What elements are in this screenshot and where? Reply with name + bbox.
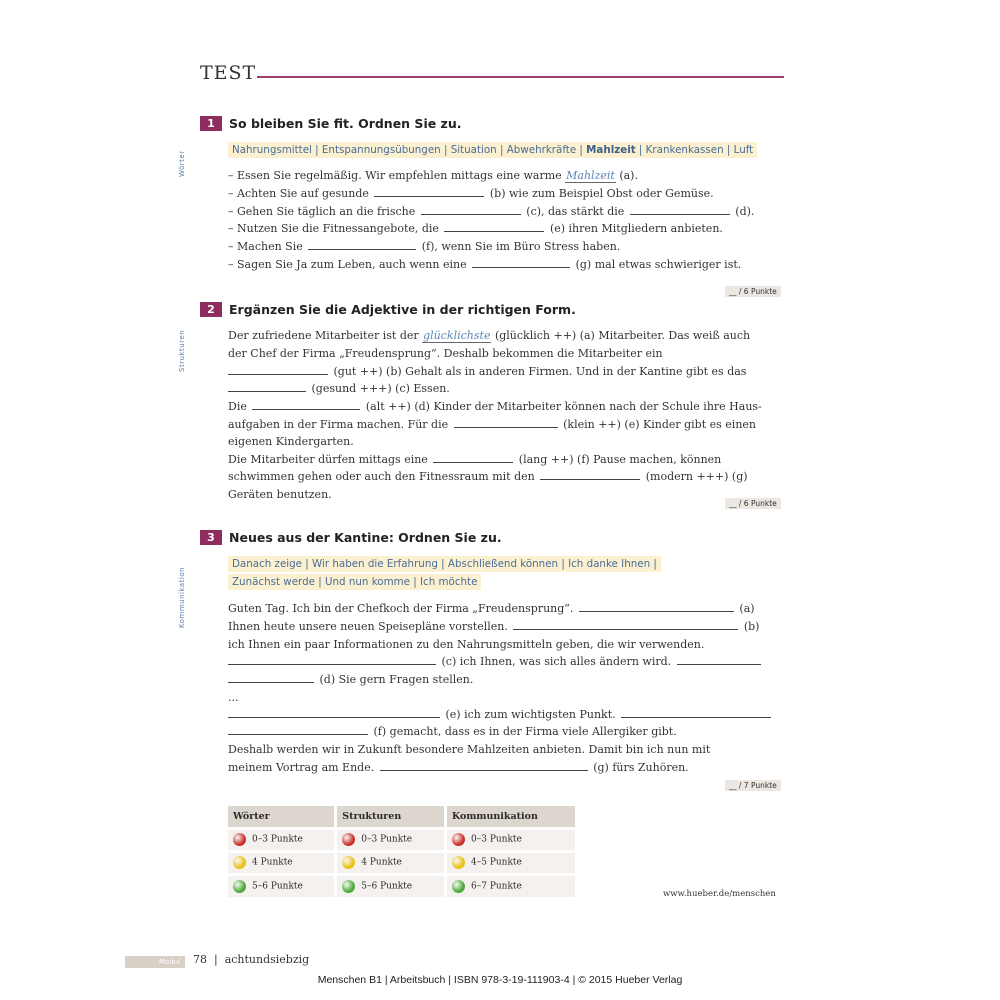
phrase-option: Danach zeige xyxy=(232,558,303,570)
points-badge: __ / 6 Punkte xyxy=(725,286,781,297)
line-text: (b) wie zum Beispiel Obst oder Gemüse. xyxy=(486,187,714,200)
exercise-2-line-8 xyxy=(228,451,721,469)
exercise-number: 1 xyxy=(200,116,222,131)
line-text: – Sagen Sie Ja zum Leben, auch wenn eine xyxy=(228,258,471,271)
answer-blank-g[interactable] xyxy=(540,469,640,480)
exercise-2-line-10: Geräten benutzen. xyxy=(228,488,332,501)
filled-answer: glücklichste xyxy=(423,329,491,342)
line-text: meinem Vortrag am Ende. xyxy=(228,761,378,774)
side-label-woerter: Wörter xyxy=(178,150,186,177)
answer-blank-b[interactable] xyxy=(513,619,738,630)
phrase-option: Zunächst werde xyxy=(232,576,315,588)
line-text: Die Mitarbeiter dürfen mittags eine xyxy=(228,453,432,466)
exercise-title: So bleiben Sie fit. Ordnen Sie zu. xyxy=(229,115,462,131)
traffic-light-icon xyxy=(233,880,246,893)
line-text: – Essen Sie regelmäßig. Wir empfehlen mittags eine warme xyxy=(228,169,566,182)
answer-blank-f-start[interactable] xyxy=(621,707,771,718)
exercise-2-line-2: der Chef der Firma „Freudensprung“. Deshalb bekommen die Mitarbeiter ein xyxy=(228,347,663,360)
exercise-2-line-6 xyxy=(228,416,756,434)
module-tab: Modul 1 xyxy=(125,956,185,968)
exercise-1-line-e xyxy=(228,220,723,238)
self-assessment-table xyxy=(228,806,578,897)
line-text: Ihnen heute unsere neuen Speisepläne vorstellen. xyxy=(228,620,512,633)
line-text: – Machen Sie xyxy=(228,240,307,253)
answer-blank-e[interactable] xyxy=(454,417,558,428)
line-text: (glücklich ++) (a) Mitarbeiter. Das weiß auch xyxy=(491,329,751,342)
score-range: 0–3 Punkte xyxy=(471,834,522,845)
table-cell xyxy=(336,828,446,851)
table-cell xyxy=(228,874,336,897)
line-text: (b) xyxy=(740,620,760,633)
phrase-option: Wir haben die Erfahrung xyxy=(312,558,438,570)
traffic-light-icon xyxy=(342,856,355,869)
page-number xyxy=(193,953,309,966)
line-text: (modern +++) (g) xyxy=(642,470,748,483)
column-header: Kommunikation xyxy=(446,806,577,828)
line-text: (e) ihren Mitgliedern anbieten. xyxy=(546,222,723,235)
traffic-light-icon xyxy=(342,880,355,893)
traffic-light-icon xyxy=(342,833,355,846)
line-text: (c), das stärkt die xyxy=(522,205,628,218)
exercise-2-line-9 xyxy=(228,468,748,486)
page-number-word: achtundsiebzig xyxy=(224,953,310,966)
score-range: 0–3 Punkte xyxy=(252,834,303,845)
exercise-1-line-b xyxy=(228,185,714,203)
answer-blank-c[interactable] xyxy=(228,381,306,392)
phrase-option: Ich danke Ihnen xyxy=(568,558,651,570)
exercise-1-line-g xyxy=(228,256,741,274)
exercise-3-heading xyxy=(200,527,502,547)
phrase-option: Abschließend können xyxy=(447,558,559,570)
column-header: Wörter xyxy=(228,806,336,828)
phrase-box-row-2: Zunächst werde | Und nun komme | Ich möchte xyxy=(228,574,481,590)
exercise-number: 2 xyxy=(200,302,222,317)
line-text: (lang ++) (f) Pause machen, können xyxy=(515,453,722,466)
traffic-light-icon xyxy=(452,880,465,893)
answer-blank-c[interactable] xyxy=(421,204,521,215)
exercise-2-heading xyxy=(200,299,576,319)
line-text: (alt ++) (d) Kinder der Mitarbeiter können nach der Schule ihre Haus- xyxy=(362,400,762,413)
table-cell xyxy=(228,851,336,874)
exercise-title: Neues aus der Kantine: Ordnen Sie zu. xyxy=(229,529,502,545)
table-row xyxy=(228,874,577,897)
line-text: (gesund +++) (c) Essen. xyxy=(308,382,450,395)
answer-blank-d[interactable] xyxy=(252,399,360,410)
exercise-3-line-2 xyxy=(228,618,759,636)
phrase-option: Und nun komme xyxy=(324,576,410,588)
answer-blank-e[interactable] xyxy=(444,221,544,232)
line-text: (g) fürs Zuhören. xyxy=(589,761,689,774)
table-row xyxy=(228,828,577,851)
table-row xyxy=(228,851,577,874)
traffic-light-icon xyxy=(233,833,246,846)
copyright-line: Menschen B1 | Arbeitsbuch | ISBN 978-3-19-111903-4 | © 2015 Hueber Verlag xyxy=(317,974,683,986)
word-option: Abwehrkräfte xyxy=(506,144,577,156)
answer-blank-b[interactable] xyxy=(374,186,484,197)
answer-blank-d[interactable] xyxy=(630,204,730,215)
exercise-title: Ergänzen Sie die Adjektive in der richtigen Form. xyxy=(229,301,576,317)
answer-blank-g[interactable] xyxy=(472,257,570,268)
table-cell xyxy=(446,851,577,874)
traffic-light-icon xyxy=(233,856,246,869)
score-range: 4–5 Punkte xyxy=(471,857,522,868)
answer-blank-d-start[interactable] xyxy=(677,654,761,665)
word-option: Krankenkassen xyxy=(645,144,724,156)
exercise-3-ellipsis: ... xyxy=(228,691,239,704)
page-number-digits: 78 xyxy=(193,953,207,966)
side-label-strukturen: Strukturen xyxy=(178,329,186,372)
line-text: (f), wenn Sie im Büro Stress haben. xyxy=(418,240,621,253)
line-text: (klein ++) (e) Kinder gibt es einen xyxy=(559,418,757,431)
answer-blank-a[interactable] xyxy=(579,601,734,612)
table-header-row xyxy=(228,806,577,828)
table-cell xyxy=(446,874,577,897)
exercise-3-line-7 xyxy=(228,706,773,724)
exercise-number: 3 xyxy=(200,530,222,545)
points-badge: __ / 6 Punkte xyxy=(725,498,781,509)
answer-blank-g[interactable] xyxy=(380,760,588,771)
word-box: Nahrungsmittel | Entspannungsübungen | Situation | Abwehrkräfte | Mahlzeit | Krankenkassen | Luft xyxy=(228,142,757,158)
exercise-2-line-4 xyxy=(228,380,450,398)
answer-blank-e[interactable] xyxy=(228,707,440,718)
line-text: – Achten Sie auf gesunde xyxy=(228,187,373,200)
line-text: (e) ich zum wichtigsten Punkt. xyxy=(442,708,620,721)
test-title: TEST xyxy=(200,62,257,84)
exercise-1-line-a xyxy=(228,167,638,185)
score-range: 4 Punkte xyxy=(361,857,402,868)
exercise-2-line-1 xyxy=(228,327,750,345)
phrase-box-row-1: Danach zeige | Wir haben die Erfahrung | Abschließend können | Ich danke Ihnen | xyxy=(228,556,661,572)
line-text: aufgaben in der Firma machen. Für die xyxy=(228,418,452,431)
exercise-3-line-3: ich Ihnen ein paar Informationen zu den Nahrungsmitteln geben, die wir verwenden. xyxy=(228,638,705,651)
side-label-kommunikation: Kommunikation xyxy=(178,566,186,628)
score-range: 4 Punkte xyxy=(252,857,293,868)
table-cell xyxy=(336,874,446,897)
word-option: Situation xyxy=(450,144,497,156)
line-text: (g) mal etwas schwieriger ist. xyxy=(572,258,742,271)
score-range: 5–6 Punkte xyxy=(252,881,303,892)
table-cell xyxy=(446,828,577,851)
filled-answer: Mahlzeit xyxy=(566,169,615,182)
answer-blank-b[interactable] xyxy=(228,364,328,375)
line-text: – Nutzen Sie die Fitnessangebote, die xyxy=(228,222,443,235)
exercise-1-heading xyxy=(200,113,461,133)
line-text: (c) ich Ihnen, was sich alles ändern wird. xyxy=(438,655,675,668)
exercise-3-line-9: Deshalb werden wir in Zukunft besondere Mahlzeiten anbieten. Damit bin ich nun mit xyxy=(228,743,711,756)
exercise-2-line-3 xyxy=(228,363,746,381)
table-cell xyxy=(336,851,446,874)
line-text: (d). xyxy=(731,205,755,218)
traffic-light-icon xyxy=(452,833,465,846)
score-range: 6–7 Punkte xyxy=(471,881,522,892)
exercise-3-line-1 xyxy=(228,600,755,618)
answer-blank-d[interactable] xyxy=(228,672,314,683)
line-text: (a). xyxy=(615,169,638,182)
word-option: Luft xyxy=(733,144,754,156)
traffic-light-icon xyxy=(452,856,465,869)
exercise-3-line-8 xyxy=(228,723,677,741)
exercise-1-line-f xyxy=(228,238,620,256)
exercise-2-line-7: eigenen Kindergarten. xyxy=(228,435,354,448)
line-text: (gut ++) (b) Gehalt als in anderen Firmen. Und in der Kantine gibt es das xyxy=(330,365,747,378)
line-text: – Gehen Sie täglich an die frische xyxy=(228,205,419,218)
answer-blank-f[interactable] xyxy=(433,452,513,463)
word-option: Entspannungsübungen xyxy=(321,144,441,156)
website-url: www.hueber.de/menschen xyxy=(663,889,776,899)
exercise-3-line-5 xyxy=(228,671,473,689)
line-text: Der zufriedene Mitarbeiter ist der xyxy=(228,329,423,342)
answer-blank-f[interactable] xyxy=(308,239,416,250)
column-header: Strukturen xyxy=(336,806,446,828)
points-badge: __ / 7 Punkte xyxy=(725,780,781,791)
line-text: (f) gemacht, dass es in der Firma viele Allergiker gibt. xyxy=(370,725,677,738)
phrase-option: Ich möchte xyxy=(420,576,478,588)
table-cell xyxy=(228,828,336,851)
exercise-3-line-4 xyxy=(228,653,763,671)
line-text: schwimmen gehen oder auch den Fitnessraum mit den xyxy=(228,470,539,483)
exercise-1-line-c xyxy=(228,203,754,221)
exercise-2-line-5 xyxy=(228,398,762,416)
line-text: Guten Tag. Ich bin der Chefkoch der Firma „Freudensprung“. xyxy=(228,602,577,615)
separator: | xyxy=(210,953,222,966)
line-text: (d) Sie gern Fragen stellen. xyxy=(316,673,474,686)
word-option-used: Mahlzeit xyxy=(586,144,636,156)
answer-blank-f[interactable] xyxy=(228,724,368,735)
word-option: Nahrungsmittel xyxy=(232,144,312,156)
answer-blank-c[interactable] xyxy=(228,654,436,665)
score-range: 5–6 Punkte xyxy=(361,881,413,892)
exercise-3-line-10 xyxy=(228,759,689,777)
line-text: Die xyxy=(228,400,251,413)
score-range: 0–3 Punkte xyxy=(361,834,413,845)
title-rule xyxy=(257,76,784,78)
line-text: (a) xyxy=(735,602,755,615)
